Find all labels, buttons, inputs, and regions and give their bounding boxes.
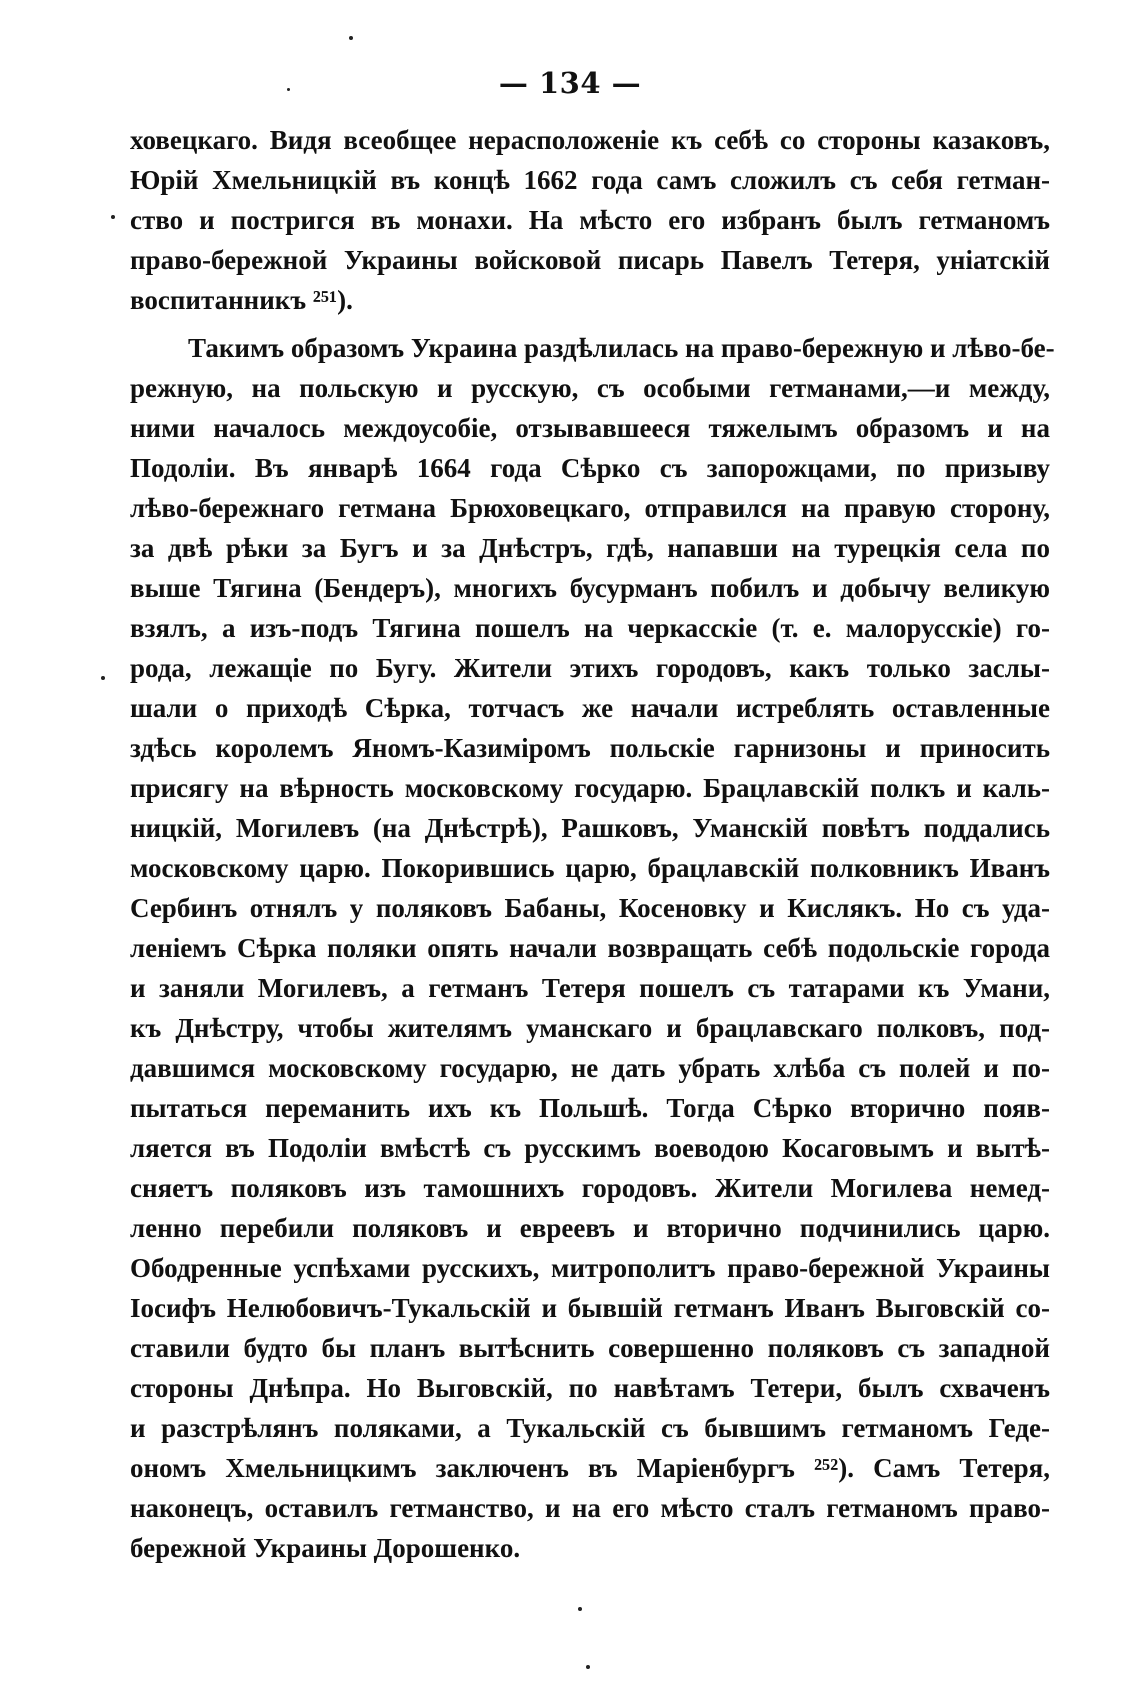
text-line: пытаться переманить ихъ къ Польшѣ. Тогда Сѣрко вторично появ- bbox=[130, 1093, 1050, 1123]
text-line: московскому царю. Покорившись царю, брацлавскій полковникъ Иванъ bbox=[130, 853, 1050, 883]
text-line: Такимъ образомъ Украина раздѣлилась на право-бережную и лѣво-бе- bbox=[188, 333, 1055, 363]
text-line: ономъ Хмельницкимъ заключенъ въ Маріенбургъ ²⁵²). Самъ Тетеря, bbox=[130, 1453, 1050, 1483]
scan-speck bbox=[101, 676, 105, 680]
text-line: леніемъ Сѣрка поляки опять начали возвращать себѣ подольскіе города bbox=[130, 933, 1050, 963]
text-line: за двѣ рѣки за Бугъ и за Днѣстръ, гдѣ, напавши на турецкія села по bbox=[130, 533, 1050, 563]
scan-speck bbox=[586, 1665, 590, 1669]
text-line: воспитанникъ ²⁵¹). bbox=[130, 285, 353, 315]
body-text bbox=[130, 120, 1055, 1570]
text-line: ставили будто бы планъ вытѣснить совершенно поляковъ съ западной bbox=[130, 1333, 1050, 1363]
text-line: давшимся московскому государю, не дать убрать хлѣба съ полей и по- bbox=[130, 1053, 1050, 1083]
text-line: ство и постригся въ монахи. На мѣсто его избранъ былъ гетманомъ bbox=[130, 205, 1050, 235]
text-line: Іосифъ Нелюбовичъ-Тукальскій и бывшій гетманъ Иванъ Выговскій со- bbox=[130, 1293, 1050, 1323]
scan-speck bbox=[111, 215, 115, 219]
text-line: къ Днѣстру, чтобы жителямъ уманскаго и брацлавскаго полковъ, под- bbox=[130, 1013, 1050, 1043]
scan-speck bbox=[349, 36, 353, 40]
text-line: ленно перебили поляковъ и евреевъ и вторично подчинились царю. bbox=[130, 1213, 1050, 1243]
page-number: — 134 — bbox=[498, 66, 642, 100]
text-line: бережной Украины Дорошенко. bbox=[130, 1533, 521, 1563]
text-line: ними началось междоусобіе, отзывавшееся тяжелымъ образомъ и на bbox=[130, 413, 1050, 443]
text-line: и разстрѣлянъ поляками, а Тукальскій съ бывшимъ гетманомъ Геде- bbox=[130, 1413, 1050, 1443]
scan-speck bbox=[287, 88, 290, 91]
text-line: ляется въ Подоліи вмѣстѣ съ русскимъ воеводою Косаговымъ и вытѣ- bbox=[130, 1133, 1050, 1163]
text-line: Юрій Хмельницкій въ концѣ 1662 года самъ сложилъ съ себя гетман- bbox=[130, 165, 1050, 195]
text-line: режную, на польскую и русскую, съ особыми гетманами,—и между, bbox=[130, 373, 1050, 403]
text-line: взялъ, а изъ-подъ Тягина пошелъ на черкасскіе (т. е. малорусскіе) го- bbox=[130, 613, 1050, 643]
text-line: Подоліи. Въ январѣ 1664 года Сѣрко съ запорожцами, по призыву bbox=[130, 453, 1050, 483]
text-line: ховецкаго. Видя всеобщее нерасположеніе къ себѣ со стороны казаковъ, bbox=[130, 125, 1050, 155]
text-line: присягу на вѣрность московскому государю. Брацлавскій полкъ и каль- bbox=[130, 773, 1050, 803]
paragraph-1 bbox=[130, 120, 1050, 320]
text-line: наконецъ, оставилъ гетманство, и на его мѣсто сталъ гетманомъ право- bbox=[130, 1493, 1050, 1523]
scan-speck bbox=[578, 1607, 582, 1611]
text-line: Ободренные успѣхами русскихъ, митрополитъ право-бережной Украины bbox=[130, 1253, 1050, 1283]
text-line: и заняли Могилевъ, а гетманъ Тетеря пошелъ съ татарами къ Умани, bbox=[130, 973, 1050, 1003]
text-line: выше Тягина (Бендеръ), многихъ бусурманъ побилъ и добычу великую bbox=[130, 573, 1050, 603]
paragraph-2 bbox=[130, 328, 1055, 1568]
text-line: лѣво-бережнаго гетмана Брюховецкаго, отправился на правую сторону, bbox=[130, 493, 1050, 523]
text-line: ницкій, Могилевъ (на Днѣстрѣ), Рашковъ, Уманскій повѣтъ поддались bbox=[130, 813, 1050, 843]
text-line: право-бережной Украины войсковой писарь Павелъ Тетеря, уніатскій bbox=[130, 245, 1050, 275]
text-line: сняетъ поляковъ изъ тамошнихъ городовъ. Жители Могилева немед- bbox=[130, 1173, 1050, 1203]
text-line: здѣсь королемъ Яномъ-Казиміромъ польскіе гарнизоны и приносить bbox=[130, 733, 1050, 763]
text-line: Сербинъ отнялъ у поляковъ Бабаны, Косеновку и Кислякъ. Но съ уда- bbox=[130, 893, 1050, 923]
text-line: шали о приходѣ Сѣрка, тотчасъ же начали истреблять оставленные bbox=[130, 693, 1050, 723]
text-line: рода, лежащіе по Бугу. Жители этихъ городовъ, какъ только заслы- bbox=[130, 653, 1050, 683]
text-line: стороны Днѣпра. Но Выговскій, по навѣтамъ Тетери, былъ схваченъ bbox=[130, 1373, 1050, 1403]
